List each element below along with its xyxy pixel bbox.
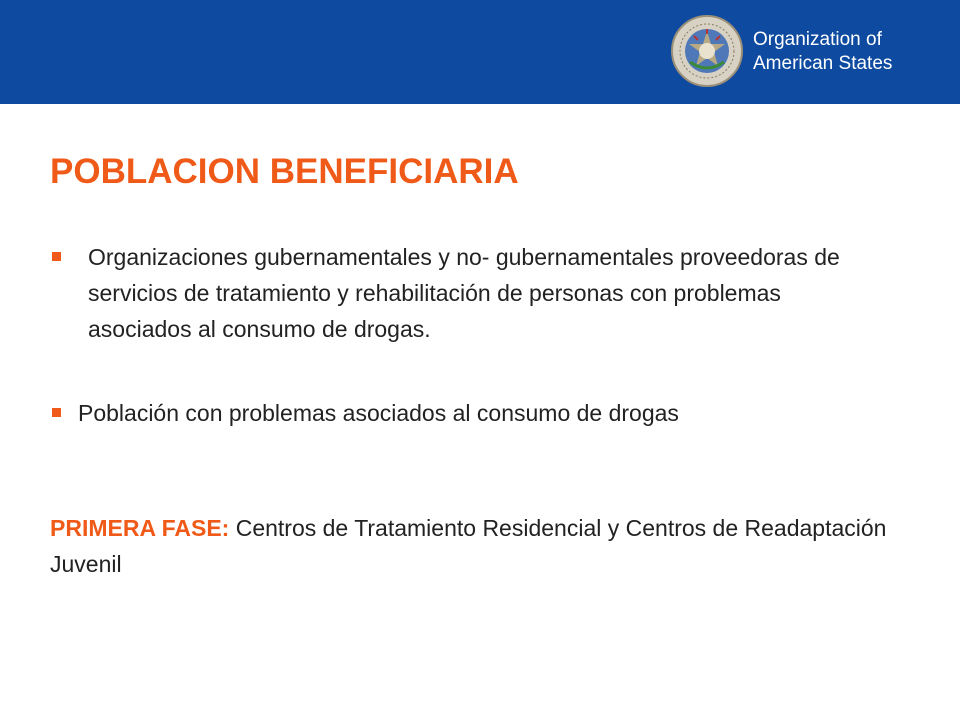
oas-logo: [670, 14, 920, 90]
header-bar: [0, 0, 960, 104]
oas-seal-icon: [670, 14, 744, 88]
bullet-text: Población con problemas asociados al consumo de drogas: [78, 400, 679, 426]
organization-name-line-2: American States: [753, 53, 893, 74]
bullet-text: Organizaciones gubernamentales y no- gubernamentales proveedoras de servicios de tratamiento y rehabilitación de personas con problemas asociados al consumo de drogas.: [88, 244, 840, 342]
phase-paragraph: [50, 510, 910, 582]
slide-title: POBLACION BENEFICIARIA: [50, 152, 519, 191]
organization-name: [753, 28, 892, 76]
square-bullet-icon: [52, 408, 61, 417]
phase-text: Centros de Tratamiento Residencial y Centros de Readaptación Juvenil: [50, 515, 887, 577]
square-bullet-icon: [52, 252, 61, 261]
organization-name-line-1: Organization of: [753, 29, 882, 50]
phase-label: PRIMERA FASE:: [50, 515, 230, 541]
